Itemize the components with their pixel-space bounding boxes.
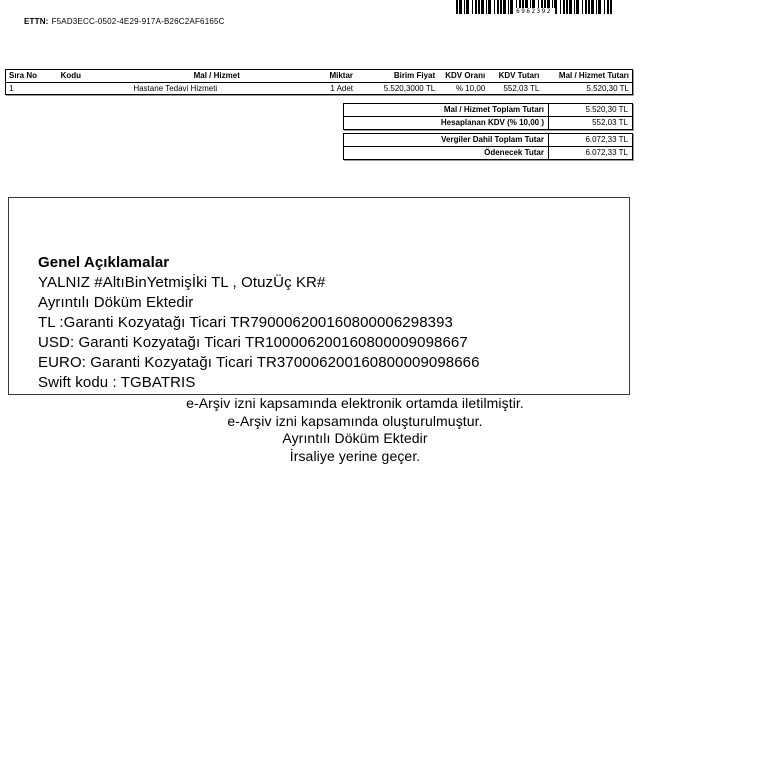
ettn-label: ETTN: [24,17,49,26]
barcode-digits: 6962392 [513,8,555,16]
total-row [344,117,633,130]
notes-iban-usd: USD: Garanti Kozyatağı Ticari TR100006200160800009098667 [38,334,468,351]
notes-line: Ayrıntılı Döküm Ektedir [38,294,194,311]
total-value: 552,03 TL [549,117,633,130]
line-items-table [5,69,633,95]
col-header-sira-no: Sıra No [9,71,38,80]
legal-footer [19,395,691,465]
col-header-kodu: Kodu [60,71,82,80]
cell-mal-hizmet-tutari: 5.520,30 TL [586,83,629,93]
col-header-mal-hizmet-tutari: Mal / Hizmet Tutarı [558,71,629,80]
total-value: 6.072,33 TL [549,147,633,160]
col-header-miktar: Miktar [329,71,354,80]
totals-summary [343,103,633,163]
footer-line: İrsaliye yerine geçer. [289,447,421,464]
col-header-birim-fiyat: Birim Fiyat [393,71,436,80]
barcode [456,0,612,17]
notes-amount-in-words: YALNIZ #AltıBinYetmişİki TL , OtuzÜç KR# [38,274,326,291]
totals-table-grand [343,133,633,160]
col-header-kdv-tutari: KDV Tutarı [498,71,540,80]
general-notes-box [8,197,630,395]
col-header-mal-hizmet: Mal / Hizmet [193,71,240,80]
notes-title: Genel Açıklamalar [38,254,170,271]
footer-line: e-Arşiv izni kapsamında elektronik ortamda iletilmiştir. [186,395,524,411]
total-label: Mal / Hizmet Toplam Tutarı [344,104,549,117]
cell-birim-fiyat: 5.520,3000 TL [383,83,436,93]
total-row [344,134,633,147]
items-header-row [6,70,633,83]
ettn-line [24,17,225,26]
cell-kdv-tutari: 552,03 TL [503,83,540,93]
general-notes-content [9,198,629,393]
ettn-value: F5AD3ECC-0502-4E29-917A-B26C2AF6165C [51,17,225,26]
total-row [344,104,633,117]
cell-miktar: 1 Adet [330,83,354,93]
cell-mal-hizmet: Hastane Tedavi Hizmeti [133,83,218,93]
notes-iban-tl: TL :Garanti Kozyatağı Ticari TR790006200160800006298393 [38,314,453,331]
cell-sira-no: 1 [9,83,14,93]
footer-line: e-Arşiv izni kapsamında oluşturulmuştur. [227,412,483,429]
table-row [6,82,633,95]
cell-kodu [58,82,108,95]
cell-kdv-orani: % 10,00 [455,83,486,93]
total-row [344,147,633,160]
notes-iban-euro: EURO: Garanti Kozyatağı Ticari TR370006200160800009098666 [38,354,480,371]
total-value: 6.072,33 TL [549,134,633,147]
total-label: Hesaplanan KDV (% 10,00 ) [344,117,549,130]
footer-line: Ayrıntılı Döküm Ektedir [282,430,428,446]
total-label: Vergiler Dahil Toplam Tutar [344,134,549,147]
total-label: Ödenecek Tutar [344,147,549,160]
col-header-kdv-orani: KDV Oranı [445,71,486,80]
total-value: 5.520,30 TL [549,104,633,117]
notes-swift-code: Swift kodu : TGBATRIS [38,374,196,391]
totals-table-subtotal [343,103,633,130]
